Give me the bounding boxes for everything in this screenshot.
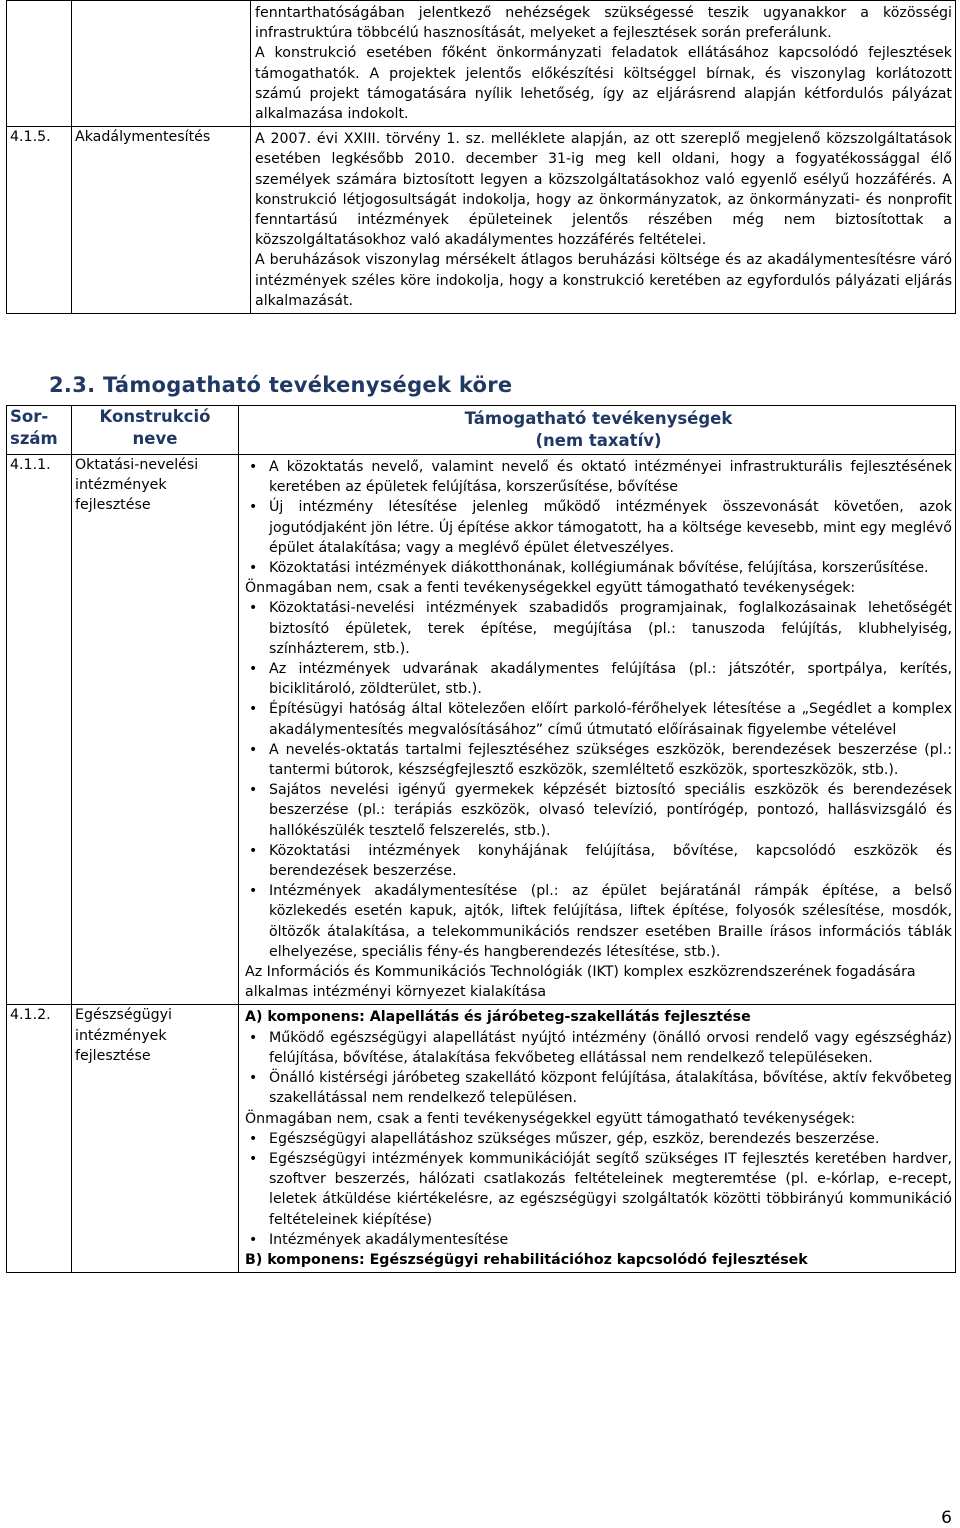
activities-cell (239, 1005, 956, 1273)
table-row (7, 127, 956, 314)
list-item: • Egészségügyi intézmények kommunikációját segítő szükséges IT fejlesztés keretében hardver, szoftver beszerzés, hálózati csatlakozás feltételeinek megteremtése (pl. e-kórlap, e-recept, leletek átküldése kiértékelésre, az egészségügyi szolgáltatók közötti többirányú kommunikáció feltételeinek kiépítése) (245, 1149, 952, 1230)
bullet-list (245, 598, 952, 962)
table-row (7, 1, 956, 127)
list-item: • Intézmények akadálymentesítése (pl.: az épület bejáratánál rámpák építése, a belső közlekedés esetén kapuk, ajtók, liftek felújítása, liftek építése, folyosók szélesítése, mosdók, öltözők átalakítása, a telekommunikációs rendszer esetében Braille írásos információs táblák elhelyezése, speciális fény-és hangberendezés létesítése, stb.). (245, 881, 952, 962)
section-heading: 2.3. Támogatható tevékenységek köre (49, 373, 513, 397)
list-item: • Intézmények akadálymentesítése (245, 1230, 952, 1250)
list-item: • Egészségügyi alapellátáshoz szükséges műszer, gép, eszköz, berendezés beszerzése. (245, 1129, 952, 1149)
component-b-title: B) komponens: Egészségügyi rehabilitációhoz kapcsolódó fejlesztések (245, 1251, 808, 1268)
empty-cell (72, 1, 251, 127)
list-item: • Építésügyi hatóság által kötelezően előírt parkoló-férőhelyek létesítése a „Segédlet a komplex akadálymentesítés megvalósításához” című útmutató előírásainak figyelembe vételével (245, 699, 952, 739)
row-number: 4.1.5. (7, 127, 72, 314)
header-activities (239, 406, 956, 455)
header-konstrukcio: Konstrukció neve (72, 406, 239, 455)
list-item: • Működő egészségügyi alapellátást nyújtó intézmény (önálló orvosi rendelő vagy egészségház) felújítása, bővítése, átalakítása fekvőbeteg ellátással nem rendelkező településeken. (245, 1028, 952, 1068)
paragraph: Önmagában nem, csak a fenti tevékenységekkel együtt támogatható tevékenységek: (245, 1110, 856, 1127)
table-row (7, 1005, 956, 1273)
empty-cell (7, 1, 72, 127)
construction-name: Egészségügyi intézmények fejlesztése (72, 1005, 239, 1273)
bullet-list (245, 1129, 952, 1250)
activities-table (6, 405, 956, 1273)
paragraph: A 2007. évi XXIII. törvény 1. sz. melléklete alapján, az ott szereplő megjelenő közszolgáltatások esetében legkésőbb 2010. december 31-ig meg kell oldani, hogy a fogyatékossággal élő személyek számára biztosított legyen a közszolgáltatásokhoz való egyenlő esélyű hozzáférés. A konstrukció létjogosultságát indokolja, hogy az önkormányzatok, az önkormányzati- és nonprofit fenntartású intézmények épületeinek jelentős részében még nem biztosítottak a közszolgáltatásokhoz való akadálymentes hozzáférés feltételei. (255, 131, 952, 249)
header-sorszam: Sor-szám (7, 406, 72, 455)
list-item: • Közoktatási intézmények konyhájának felújítása, bővítése, kapcsolódó eszközök és berendezések beszerzése. (245, 841, 952, 881)
list-item: • A közoktatás nevelő, valamint nevelő és oktató intézményei infrastrukturális fejlesztésének keretében az épületek felújítása, korszerűsítése, bővítése (245, 457, 952, 497)
table-row (7, 455, 956, 1005)
description-cell (251, 1, 956, 127)
list-item: • A nevelés-oktatás tartalmi fejlesztéséhez szükséges eszközök, berendezések beszerzése (pl.: tantermi bútorok, készségfejlesztő eszközök, szemléltető eszközök, sporteszközök, stb.). (245, 740, 952, 780)
description-cell (251, 127, 956, 314)
list-item: • Közoktatási intézmények diákotthonának, kollégiumának bővítése, felújítása, korszerűsítése. (245, 558, 952, 578)
paragraph: A konstrukció esetében főként önkormányzati feladatok ellátásához kapcsolódó fejlesztések támogathatók. A projektek jelentős előkészítési költséggel bírnak, és viszonylag korlátozott számú projekt támogatására nyílik lehetőség, így az eljárásrend alapján kétfordulós pályázat alkalmazása indokolt. (255, 45, 952, 123)
row-number: 4.1.2. (7, 1005, 72, 1273)
bullet-list (245, 457, 952, 578)
paragraph: Az Információs és Kommunikációs Technológiák (IKT) komplex eszközrendszerének fogadására alkalmas intézményi környezet kialakítása (245, 964, 916, 1001)
list-item: • Önálló kistérségi járóbeteg szakellátó központ felújítása, átalakítása, bővítése, aktív fekvőbeteg szakellátással nem rendelkező településen. (245, 1068, 952, 1108)
list-item: • Az intézmények udvarának akadálymentes felújítása (pl.: játszótér, sportpálya, kerítés, biciklitároló, zöldterület, stb.). (245, 659, 952, 699)
row-number: 4.1.1. (7, 455, 72, 1005)
header-row (7, 406, 956, 455)
list-item: • Közoktatási-nevelési intézmények szabadidős programjainak, foglalkozásainak lehetőségét biztosító épületek, terek építése, megújítása (pl.: tanuszoda felújítás, klubhelyiség, színházterem, stb.). (245, 598, 952, 659)
component-a-title: A) komponens: Alapellátás és járóbeteg-szakellátás fejlesztése (245, 1009, 751, 1026)
paragraph: fenntarthatóságában jelentkező nehézségek szükségessé teszik ugyanakkor a közösségi infrastruktúra többcélú hasznosítását, melyeket a fejlesztések során preferálunk. (255, 5, 952, 42)
paragraph: Önmagában nem, csak a fenti tevékenységekkel együtt támogatható tevékenységek: (245, 580, 856, 597)
activities-cell (239, 455, 956, 1005)
bullet-list (245, 1028, 952, 1109)
construction-name: Akadálymentesítés (72, 127, 251, 314)
header-activities-title: Támogatható tevékenységek (464, 409, 733, 428)
top-table (6, 0, 956, 314)
page-number: 6 (941, 1508, 952, 1528)
header-activities-sub: (nem taxatív) (535, 431, 662, 450)
list-item: • Sajátos nevelési igényű gyermekek képzését biztosító speciális eszközök és berendezések beszerzése (pl.: terápiás eszközök, olvasó televízió, pontírógép, pontozó, hallásvizsgáló és hallókészülék tesztelő felszerelés, stb.). (245, 780, 952, 841)
list-item: • Új intézmény létesítése jelenleg működő intézmények összevonását követően, azok jogutódjaként jön létre. Új építése akkor támogatott, ha a költsége kevesebb, mint egy meglévő épület átalakítása; vagy a meglévő épület életveszélyes. (245, 497, 952, 558)
paragraph: A beruházások viszonylag mérsékelt átlagos beruházási költsége és az akadálymentesítésre váró intézmények széles köre indokolja, hogy a konstrukció keretében az egyfordulós pályázati eljárás alkalmazását. (255, 252, 952, 309)
construction-name: Oktatási-nevelési intézmények fejlesztése (72, 455, 239, 1005)
